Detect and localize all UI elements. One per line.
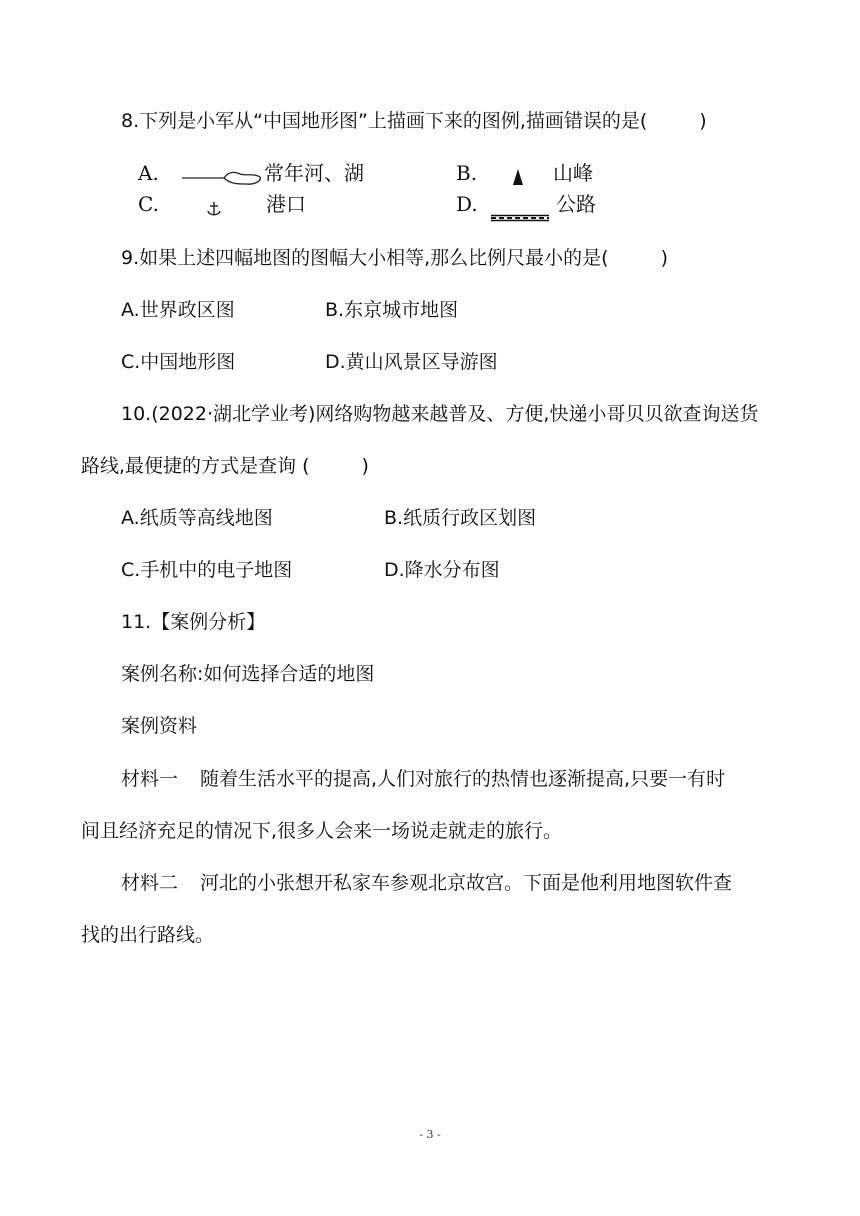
q9-option-b: B.东京城市地图: [325, 299, 459, 321]
legend-label: 公路: [556, 192, 596, 216]
legend-option-a: [138, 158, 388, 188]
legend-option-b: [456, 158, 636, 188]
material2-text: 河北的小张想开私家车参观北京故宫。下面是他利用地图软件查: [200, 872, 733, 894]
material1-text: 随着生活水平的提高,人们对旅行的热情也逐渐提高,只要一有时: [200, 768, 726, 790]
q8-stem: [121, 108, 707, 134]
q11-case-name: 案例名称:如何选择合适的地图: [121, 663, 375, 685]
q9-close-paren: ): [660, 247, 669, 269]
anchor-icon: [206, 196, 222, 226]
q9-option-c: C.中国地形图: [121, 351, 236, 373]
q9-stem-text: 9.如果上述四幅地图的图幅大小相等,那么比例尺最小的是(: [121, 247, 609, 269]
q10-stem-text: 路线,最便捷的方式是查询 (: [81, 455, 310, 477]
q10-option-a: A.纸质等高线地图: [121, 507, 273, 529]
q11-case-material: 案例资料: [121, 715, 198, 737]
q11-title: 11.【案例分析】: [121, 611, 266, 633]
q8-close-paren: ): [699, 110, 707, 132]
legend-option-c: [138, 189, 388, 219]
legend-label: 山峰: [553, 161, 593, 185]
legend-option-d: [456, 189, 636, 219]
material2-label: 材料二: [121, 872, 179, 894]
q11-material2-line1: [121, 870, 732, 896]
road-dashed-icon: [491, 200, 551, 230]
q10-option-d: D.降水分布图: [384, 559, 500, 581]
q9-option-a: A.世界政区图: [121, 299, 235, 321]
q9-stem: [121, 245, 668, 271]
option-letter: B.: [456, 161, 478, 185]
q11-material1-line2: 间且经济充足的情况下,很多人会来一场说走就走的旅行。: [81, 820, 563, 842]
option-letter: D.: [456, 192, 478, 216]
q10-option-c: C.手机中的电子地图: [121, 559, 293, 581]
q8-legend-options: [130, 156, 630, 220]
q10-stem-line2: [81, 453, 369, 479]
page-number: - 3 -: [419, 1128, 441, 1141]
material1-label: 材料一: [121, 768, 179, 790]
legend-label: 港口: [266, 192, 306, 216]
legend-label: 常年河、湖: [264, 161, 364, 185]
q11-material1-line1: [121, 766, 725, 792]
q9-option-d: D.黄山风景区导游图: [325, 351, 498, 373]
q10-stem-line1: 10.(2022·湖北学业考)网络购物越来越普及、方便,快递小哥贝贝欲查询送货: [121, 403, 759, 425]
option-letter: C.: [138, 192, 159, 216]
q10-close-paren: ): [361, 455, 369, 477]
option-letter: A.: [138, 161, 159, 185]
q10-option-b: B.纸质行政区划图: [384, 507, 537, 529]
q8-stem-text: 8.下列是小军从“中国地形图”上描画下来的图例,描画错误的是(: [121, 110, 648, 132]
q11-material2-line2: 找的出行路线。: [81, 924, 215, 946]
